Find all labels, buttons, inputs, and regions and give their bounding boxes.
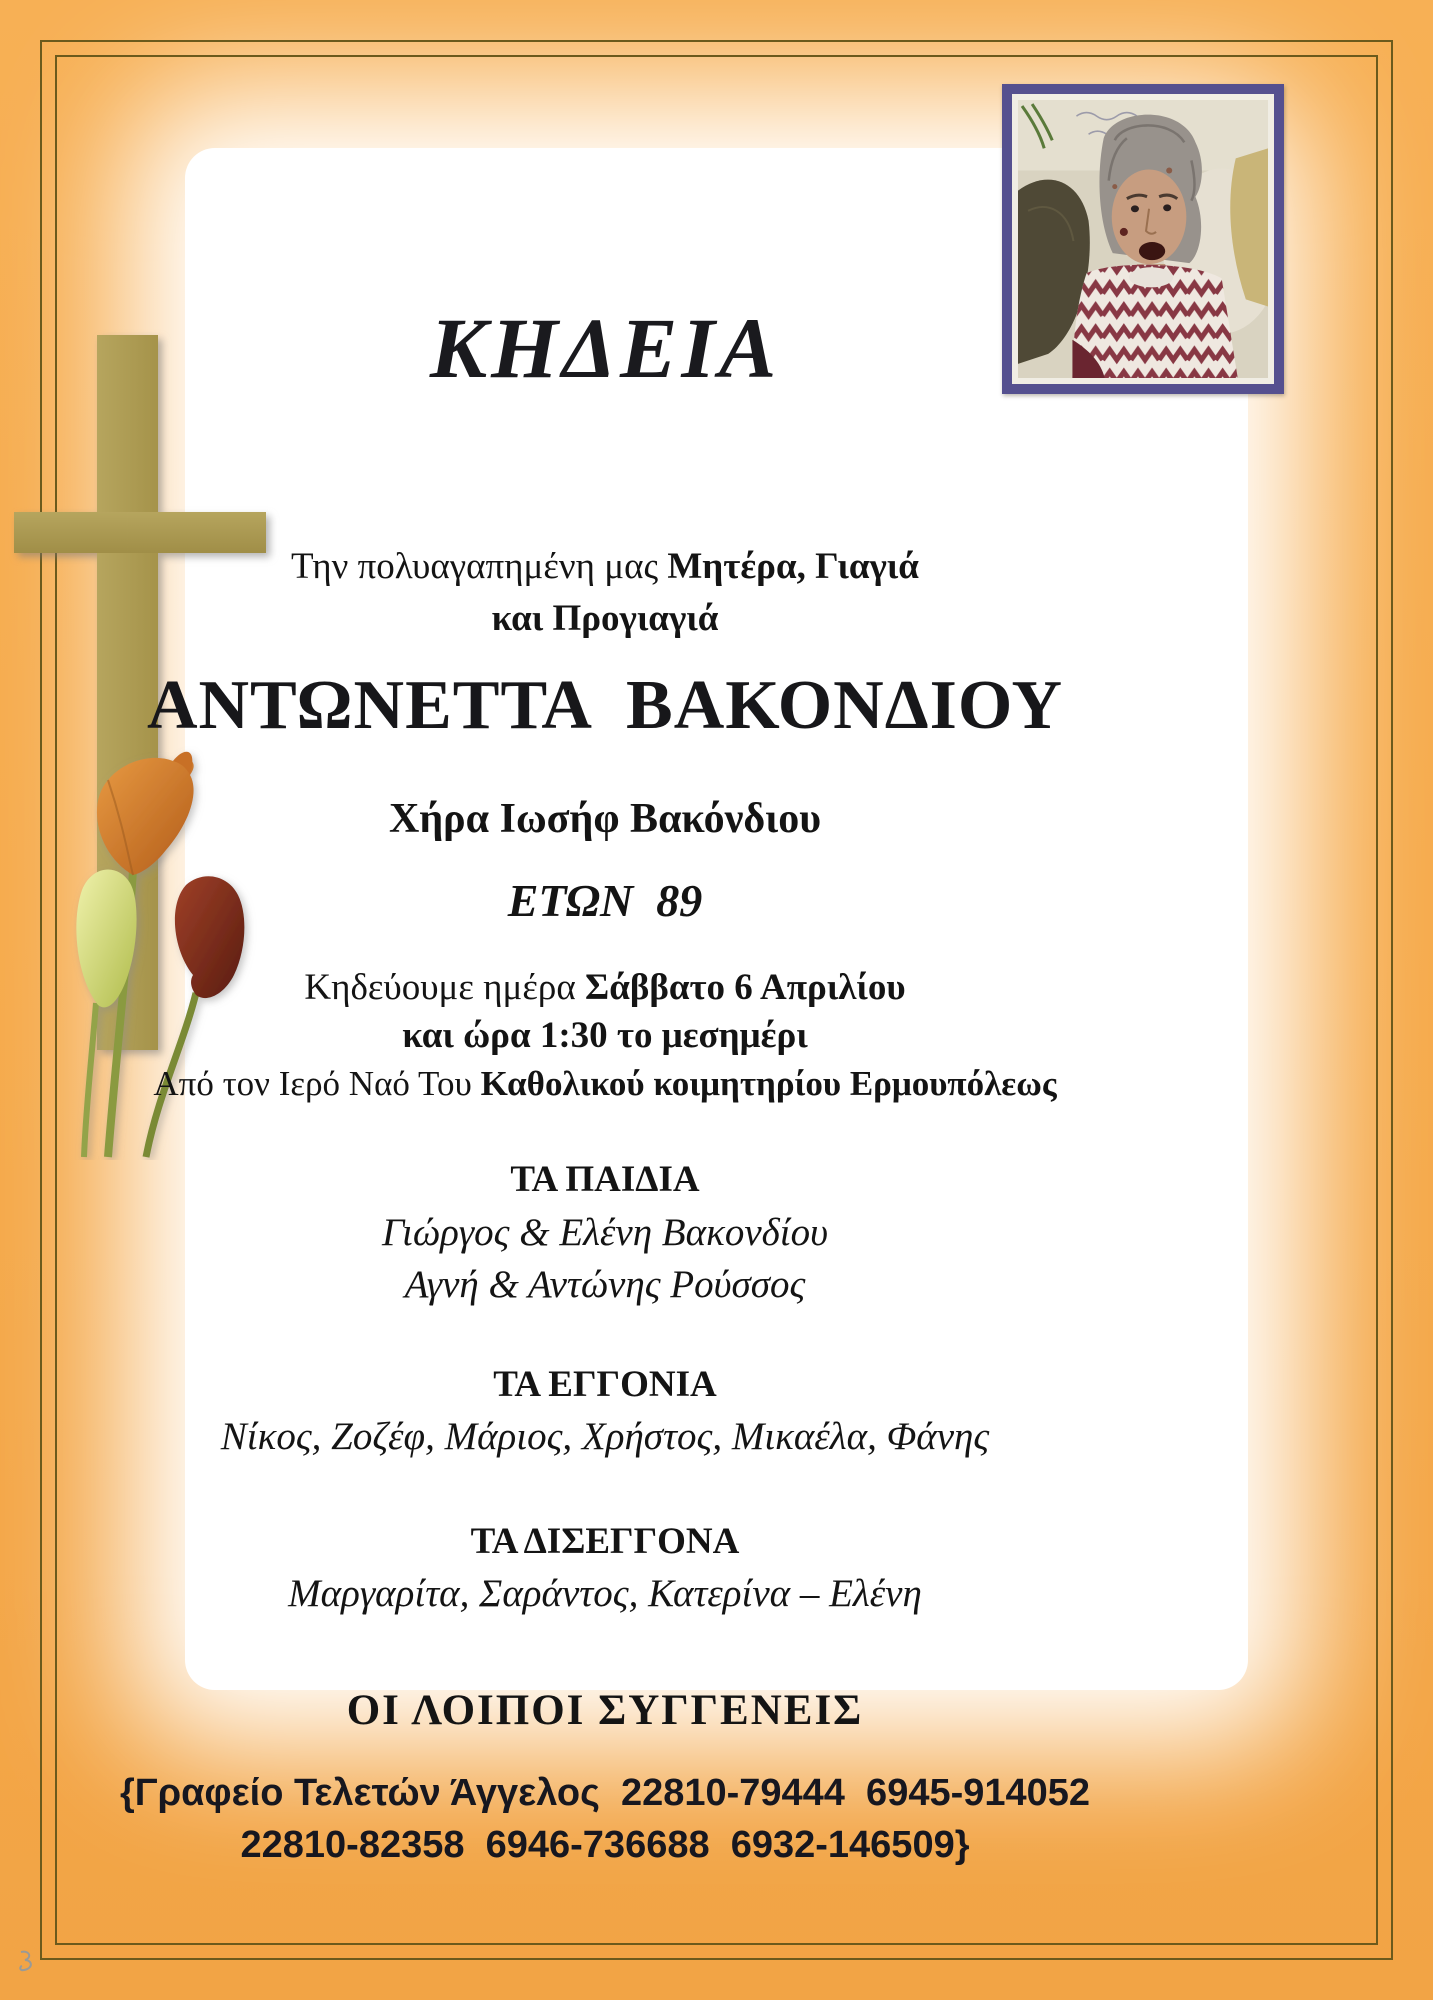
service-church-line	[65, 1064, 1145, 1104]
intro-line-1-regular: Την πολυαγαπημένη μας	[291, 546, 668, 587]
age-line: ΕΤΩΝ 89	[507, 875, 703, 926]
intro-line-1	[65, 545, 1145, 588]
service-time-line: και ώρα 1:30 το μεσημέρι	[402, 1015, 808, 1056]
service-church-bold: Καθολικού κοιμητηρίου Ερμουπόλεως	[480, 1064, 1057, 1103]
section-grandchildren-heading: ΤΑ ΕΓΓΟΝΙΑ	[493, 1364, 717, 1405]
intro-line-1-bold: Μητέρα, Γιαγιά	[667, 546, 919, 587]
service-date-regular: Κηδεύουμε ημέρα	[304, 967, 586, 1008]
deceased-name: ΑΝΤΩΝΕΤΤΑ ΒΑΚΟΝΔΙΟΥ	[146, 667, 1064, 744]
funeral-home-contact-line-1: {Γραφείο Τελετών Άγγελος 22810-79444 6945-914052	[119, 1772, 1091, 1814]
service-church-regular: Από τον Ιερό Ναό Του	[153, 1064, 481, 1103]
funeral-home-contact-line-2: 22810-82358 6946-736688 6932-146509}	[240, 1824, 970, 1866]
section-great-grandchildren-line-1: Μαργαρίτα, Σαράντος, Κατερίνα – Ελένη	[288, 1572, 922, 1615]
section-children-heading: ΤΑ ΠΑΙΔΙΑ	[510, 1159, 700, 1200]
section-grandchildren-line-1: Νίκος, Ζοζέφ, Μάριος, Χρήστος, Μικαέλα, Φάνης	[220, 1415, 990, 1458]
widow-line: Χήρα Ιωσήφ Βακόνδιου	[389, 796, 821, 842]
announcement-title: ΚΗΔΕΙΑ	[429, 300, 781, 396]
printer-ornament-icon	[16, 1948, 38, 1979]
service-date-bold: Σάββατο 6 Απριλίου	[585, 967, 906, 1008]
section-children-line-2: Αγνή & Αντώνης Ρούσσος	[404, 1263, 806, 1306]
service-date-line	[65, 966, 1145, 1009]
closing-relatives-line: ΟΙ ΛΟΙΠΟΙ ΣΥΓΓΕΝΕΙΣ	[346, 1687, 864, 1734]
intro-line-2: και Προγιαγιά	[491, 598, 719, 639]
section-great-grandchildren-heading: ΤΑ ΔΙΣΕΓΓΟΝΑ	[470, 1521, 740, 1562]
section-children-line-1: Γιώργος & Ελένη Βακονδίου	[381, 1211, 828, 1254]
